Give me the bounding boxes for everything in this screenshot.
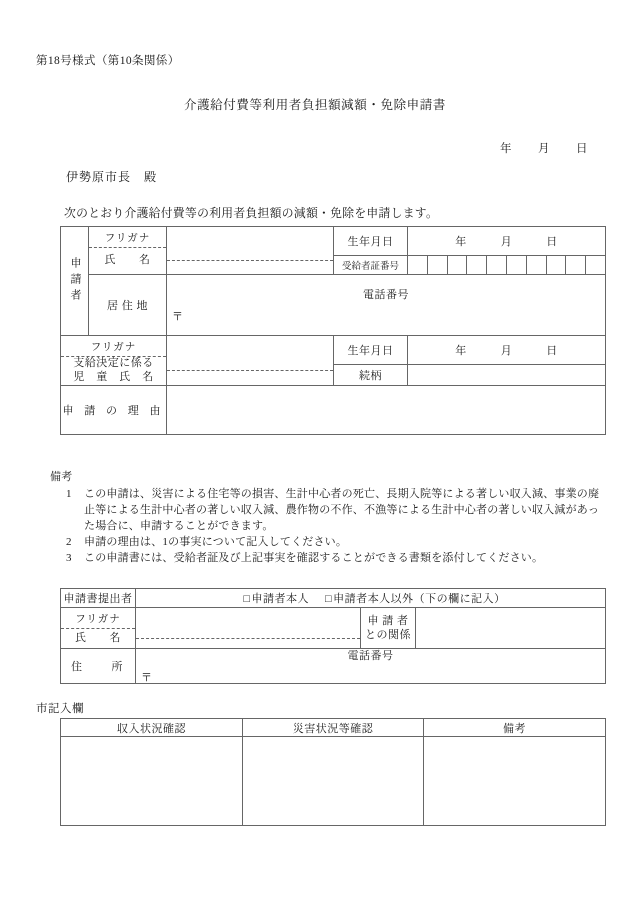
relation-label: 続柄 (334, 365, 408, 385)
checkbox-icon: □ (243, 593, 251, 605)
submitter-label: 申請書提出者 (61, 589, 136, 608)
note-index: 3 (66, 551, 72, 564)
birth-month-label: 月 (500, 236, 513, 248)
checkbox-self-label: 申請者本人 (251, 593, 309, 605)
child-birthdate-input[interactable] (408, 336, 606, 365)
child-name-label-cell (61, 336, 167, 386)
page-title: 介護給付費等利用者負担額減額・免除申請書 (183, 98, 446, 112)
table-row (61, 589, 606, 608)
certificate-cell[interactable] (586, 256, 605, 274)
submitter-relation-label-line1: 申 請 者 (367, 614, 409, 627)
certificate-cell[interactable] (467, 256, 487, 274)
certificate-cell[interactable] (547, 256, 567, 274)
submitter-name-input[interactable] (136, 608, 361, 649)
note-item (66, 487, 610, 535)
table-row (61, 737, 606, 826)
telephone-label: 電話番号 (347, 650, 394, 662)
applicant-furigana-input[interactable] (167, 240, 333, 261)
lead-sentence: 次のとおり介護給付費等の利用者負担額の減額・免除を申請します。 (64, 206, 439, 220)
date-year-label: 年 (500, 143, 512, 155)
submitter-furigana-input[interactable] (136, 618, 360, 639)
child-name-label (61, 357, 166, 385)
submitter-choice-cell (136, 589, 606, 608)
certificate-cell[interactable] (408, 256, 428, 274)
birth-year-label: 年 (455, 236, 467, 248)
child-birth-year-label: 年 (455, 345, 467, 358)
postal-mark-icon: 〒 (141, 672, 153, 684)
applicant-furigana-label: フリガナ (89, 227, 166, 248)
date-month-label: 月 (538, 143, 550, 155)
child-birth-month-label: 月 (500, 345, 513, 358)
certificate-number-label: 受給者証番号 (334, 256, 408, 275)
note-item (66, 551, 610, 567)
child-furigana-input[interactable] (167, 350, 333, 371)
child-birthdate-label: 生年月日 (334, 336, 408, 365)
note-index: 2 (66, 535, 72, 548)
note-text: この申請書には、受給者証及び上記事実を確認することができる書類を添付してください。 (84, 551, 544, 564)
birth-day-label: 日 (546, 236, 558, 248)
certificate-cell[interactable] (527, 256, 547, 274)
submitter-address-label-text: 住 所 (71, 661, 125, 673)
residence-label: 居 住 地 (89, 275, 167, 336)
applicant-name-label-cell (89, 227, 167, 275)
form-number: 第18号様式（第10条関係） (36, 55, 180, 67)
submitter-name-label-cell (61, 608, 136, 649)
city-section-heading: 市記入欄 (36, 703, 84, 715)
cell-disaster-check[interactable] (243, 737, 424, 826)
applicant-name-input[interactable] (167, 227, 334, 275)
table-row (61, 385, 606, 434)
submitter-address-input[interactable] (136, 649, 606, 684)
child-name-input[interactable] (167, 336, 334, 386)
submitter-address-label (61, 649, 136, 684)
certificate-cell[interactable] (428, 256, 448, 274)
table-header-row (61, 719, 606, 737)
reason-label (61, 385, 167, 434)
submitter-relation-input[interactable] (416, 608, 606, 649)
certificate-cell[interactable] (487, 256, 507, 274)
note-text: 申請の理由は、1の事実について記入してください。 (84, 535, 348, 548)
checkbox-icon: □ (325, 593, 333, 605)
certificate-cell[interactable] (507, 256, 527, 274)
certificate-number-input[interactable] (408, 256, 606, 275)
table-row (61, 336, 606, 365)
certificate-cell[interactable] (566, 256, 586, 274)
note-text: この申請は、災害による住宅等の損害、生計中心者の死亡、長期入院等による著しい収入減、事業の廃止等による生計中心者の著しい収入減、農作物の不作、不漁等による生計中心者の著しい収入減があった場合に、申請することができます。 (84, 487, 600, 532)
note-index: 1 (66, 487, 72, 500)
child-name-label-line2: 児 童 氏 名 (73, 370, 154, 383)
notes-block (50, 470, 610, 567)
child-furigana-label: フリガナ (61, 336, 166, 357)
note-item (66, 535, 610, 551)
table-row (61, 649, 606, 684)
submitter-relation-label-line2: との関係 (365, 629, 411, 641)
reason-input[interactable] (167, 385, 606, 434)
applicant-name-label: 氏 名 (104, 254, 151, 267)
city-table (60, 718, 606, 826)
submitter-name-label: 氏 名 (75, 631, 121, 644)
cell-remarks[interactable] (424, 737, 606, 826)
applicant-birthdate-input[interactable] (408, 227, 606, 256)
column-header-disaster-check: 災害状況等確認 (243, 719, 424, 737)
relation-input[interactable] (408, 365, 606, 385)
checkbox-other[interactable] (325, 593, 506, 605)
checkbox-self[interactable] (243, 593, 309, 605)
child-name-label-line1: 支給決定に係る (73, 357, 154, 369)
certificate-cell[interactable] (448, 256, 468, 274)
cell-income-check[interactable] (61, 737, 243, 826)
submitter-furigana-label: フリガナ (61, 608, 135, 629)
table-row (61, 227, 606, 256)
child-birth-day-label: 日 (546, 345, 558, 358)
submitter-relation-label (361, 608, 416, 649)
applicant-table (60, 226, 606, 435)
applicant-vertical-label (61, 227, 89, 336)
residence-input[interactable] (167, 275, 606, 336)
postal-mark-icon: 〒 (172, 311, 184, 323)
addressee: 伊勢原市長 殿 (66, 170, 158, 184)
checkbox-other-label: 申請者本人以外（下の欄に記入） (333, 593, 506, 605)
column-header-remarks: 備考 (424, 719, 606, 737)
table-row (61, 608, 606, 649)
date-day-label: 日 (576, 143, 588, 155)
table-row (61, 275, 606, 336)
applicant-birthdate-label: 生年月日 (334, 227, 408, 256)
telephone-label: 電話番号 (363, 289, 409, 301)
date-line (500, 140, 588, 156)
column-header-income-check: 収入状況確認 (61, 719, 243, 737)
reason-label-text: 申 請 の 理 由 (62, 404, 165, 417)
applicant-vertical-label-text: 申請者 (69, 257, 81, 305)
submitter-table (60, 588, 606, 684)
notes-heading: 備考 (50, 471, 73, 483)
